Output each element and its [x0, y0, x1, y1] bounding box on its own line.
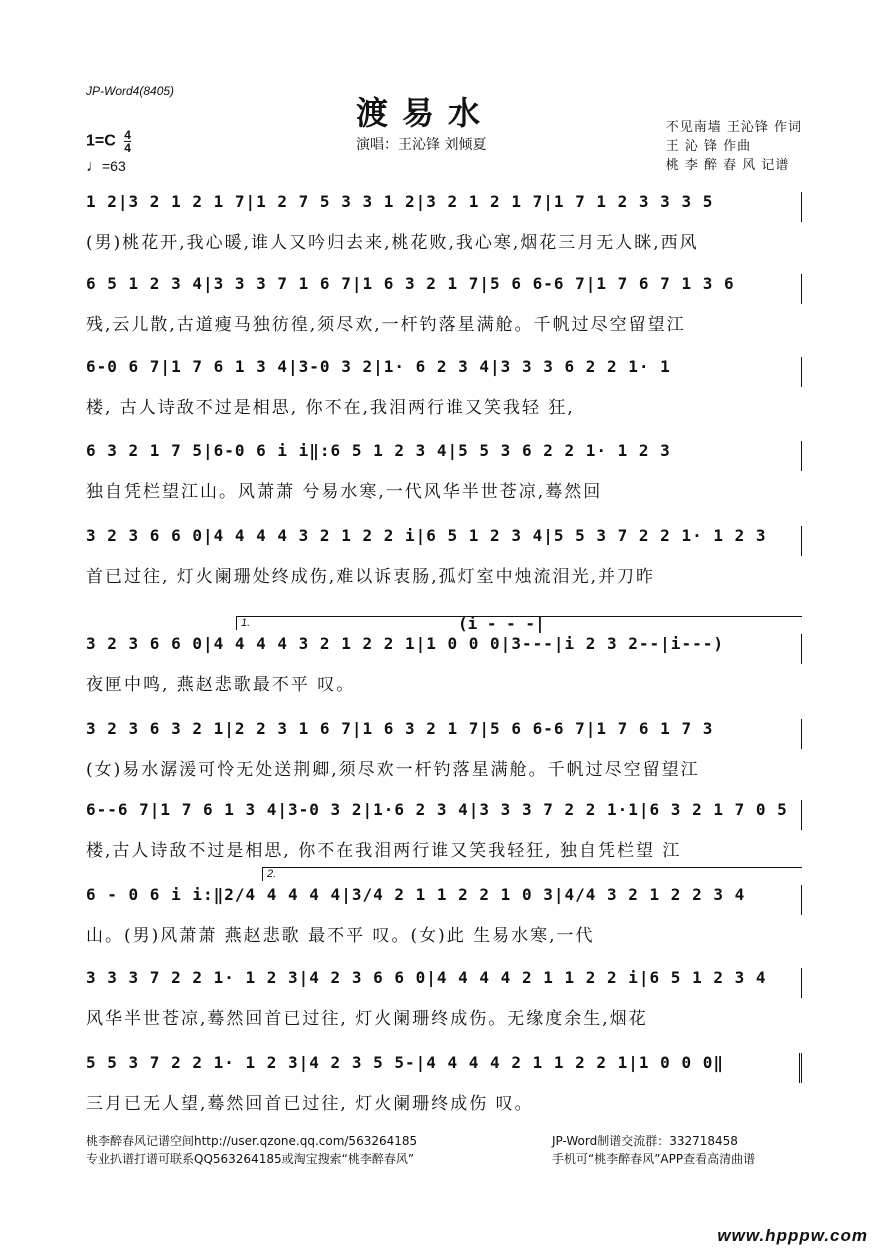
- software-label: JP-Word4(8405): [86, 84, 175, 98]
- repeat-ending-notes: (i - - -|: [458, 614, 545, 633]
- tempo-marking: [86, 158, 126, 176]
- tempo-value: =63: [102, 158, 126, 174]
- footer-right: [552, 1132, 755, 1168]
- time-bottom: 4: [124, 141, 131, 155]
- lyric-line: 残,云儿散,古道瘦马独彷徨,须尽欢,一杆钓落星满舱。千帆过尽空留望江: [86, 315, 686, 335]
- footer-group-line: JP-Word制谱交流群：332718458: [552, 1134, 738, 1148]
- time-top: 4: [124, 128, 131, 142]
- quarter-note-icon: ♩: [86, 158, 102, 175]
- lyric-line: (女)易水潺湲可怜无处送荆卿,须尽欢一杆钓落星满舱。千帆过尽空留望江: [86, 760, 700, 780]
- credits-block: [666, 118, 802, 175]
- notation-line: 6 3 2 1 7 5|6-0 6 i i‖:6 5 1 2 3 4|5 5 3 6 2 2 1· 1 2 3: [86, 441, 802, 471]
- notation-line: 6--6 7|1 7 6 1 3 4|3-0 3 2|1·6 2 3 4|3 3 3 7 2 2 1·1|6 3 2 1 7 0 5: [86, 800, 802, 830]
- lyric-line: 山。(男)风萧萧 燕赵悲歌 最不平 叹。(女)此 生易水寒,一代: [86, 926, 595, 946]
- lyric-line: 三月已无人望,蓦然回首已过往, 灯火阑珊终成伤 叹。: [86, 1094, 534, 1114]
- transcriber-credit: 桃 李 醉 春 风 记谱: [665, 158, 790, 173]
- notation-line: 1 2|3 2 1 2 1 7|1 2 7 5 3 3 1 2|3 2 1 2 1 7|1 7 1 2 3 3 3 5: [86, 192, 802, 222]
- lyric-line: 风华半世苍凉,蓦然回首已过往, 灯火阑珊终成伤。无缘度余生,烟花: [86, 1009, 648, 1029]
- lyric-line: 夜匣中鸣, 燕赵悲歌最不平 叹。: [86, 675, 356, 695]
- lyricist-credit: 不见南墙 王沁锋 作词: [665, 120, 802, 135]
- lyric-line: 楼,古人诗敌不过是相思, 你不在我泪两行谁又笑我轻狂, 独自凭栏望 江: [86, 841, 682, 861]
- notation-line: 6 5 1 2 3 4|3 3 3 7 1 6 7|1 6 3 2 1 7|5 6 6-6 7|1 7 6 7 1 3 6: [86, 274, 802, 304]
- notation-line: 3 2 3 6 6 0|4 4 4 4 3 2 1 2 2 i|6 5 1 2 3 4|5 5 3 7 2 2 1· 1 2 3: [86, 526, 802, 556]
- key-signature: [86, 129, 131, 154]
- footer-left: [86, 1132, 417, 1168]
- site-watermark: www.hpppw.com: [717, 1226, 868, 1245]
- singers-line: 演唱：王沁锋 刘倾夏: [356, 137, 487, 153]
- time-signature: [124, 129, 131, 154]
- lyric-line: 独自凭栏望江山。风萧萧 兮易水寒,一代风华半世苍凉,蓦然回: [86, 482, 603, 502]
- song-title: 渡易水: [356, 94, 495, 132]
- lyric-line: 首已过往, 灯火阑珊处终成伤,难以诉衷肠,孤灯室中烛流泪光,并刀昨: [86, 567, 656, 587]
- footer-blog-line: 桃李醉春风记谱空间http://user.qzone.qq.com/563264185: [86, 1134, 418, 1148]
- notation-line: 3 2 3 6 3 2 1|2 2 3 1 6 7|1 6 3 2 1 7|5 6 6-6 7|1 7 6 1 7 3: [86, 719, 802, 749]
- key-label: 1=C: [86, 132, 116, 150]
- composer-credit: 王 沁 锋 作曲: [665, 139, 752, 154]
- notation-line: 3 2 3 6 6 0|4 4 4 4 3 2 1 2 2 1|1 0 0 0|3---|i 2 3 2--|i---): [86, 634, 802, 664]
- notation-line: 3 3 3 7 2 2 1· 1 2 3|4 2 3 6 6 0|4 4 4 4 2 1 1 2 2 i|6 5 1 2 3 4: [86, 968, 802, 998]
- notation-line: 6 - 0 6 i i:‖2/4 4 4 4 4|3/4 2 1 1 2 2 1 0 3|4/4 3 2 1 2 2 3 4: [86, 885, 802, 915]
- footer-contact-line: 专业扒谱打谱可联系QQ563264185或淘宝搜索“桃李醉春风”: [86, 1152, 415, 1166]
- footer-app-line: 手机可“桃李醉春风”APP查看高清曲谱: [552, 1152, 756, 1166]
- notation-line: 6-0 6 7|1 7 6 1 3 4|3-0 3 2|1· 6 2 3 4|3 3 3 6 2 2 1· 1: [86, 357, 802, 387]
- volta-bracket-1: 1.: [236, 616, 802, 630]
- notation-line: 5 5 3 7 2 2 1· 1 2 3|4 2 3 5 5-|4 4 4 4 2 1 1 2 2 1|1 0 0 0‖: [86, 1053, 802, 1083]
- lyric-line: 楼, 古人诗敌不过是相思, 你不在,我泪两行谁又笑我轻 狂,: [86, 398, 575, 418]
- volta-bracket-2: 2.: [262, 867, 802, 881]
- lyric-line: (男)桃花开,我心暖,谁人又吟归去来,桃花败,我心寒,烟花三月无人眯,西风: [86, 233, 699, 253]
